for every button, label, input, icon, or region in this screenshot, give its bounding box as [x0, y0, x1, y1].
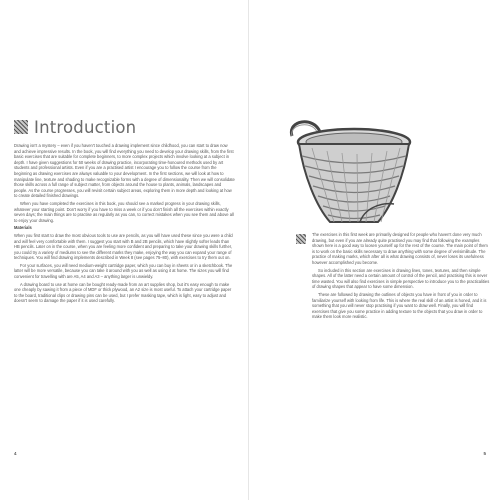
left-page — [0, 0, 249, 500]
week-paragraph-3: These are followed by drawing the outlines of objects you have in front of you in order to familiarize yourself with looking from life. This is where the real skill of an artist is honed, and it is something that you will never stop practising if you want to draw well. Finally, you will find exercises that give you some practice in adding texture to the objects that you draw in order to make them look more realistic. — [312, 291, 487, 320]
intro-paragraph-1: Drawing isn't a mystery – even if you haven't touched a drawing implement since childhood, you can start to draw now and achieve impressive results. In the book, you will find everything you need to develop your drawing skills, from the first basic exercises that are suitable for complete beginners, to more complex projects which involve looking at a subject in depth. I have given suggestions for 50 weeks of drawing practice, incorporating time-honoured methods used by art students and professional artists. Even if you are a practised artist I encourage you to follow the course from the beginning as drawing exercises are always valuable to your development. In the first sections, we will look at how to manipulate line, texture and shading to make recognizable forms with a degree of dimensionality. Then we will consolidate those skills across a full range of subject matter, from objects around the house to plants, animals, landscapes and people. As the course progresses, you will revisit certain subject areas, exploring them in more depth and looking at how to create detailed finished drawings. — [14, 143, 235, 199]
materials-paragraph-3: A drawing board to use at home can be bought ready-made from an art supplies shop, but it's easy enough to make one cheaply by sawing it from a piece of MDF or thick plywood, an A2 size is most useful. To attach your cartridge paper to the board, traditional clips or drawing pins can be used, but I prefer masking tape, which is light, easy to adjust and doesn't seem to damage the paper if it is used carefully. — [14, 281, 232, 304]
intro-paragraph-2: When you have completed the exercises in this book, you should see a marked progress in your drawing skills, whatever your starting point. Don't worry if you have to miss a week or if you don't finish all the exercises within exactly seven days; the main things are to practise as regularly as you can, to correct mistakes when you see them and above all to enjoy your drawing. — [14, 200, 234, 223]
left-body-text — [14, 143, 235, 306]
page-number-right: 5 — [483, 451, 486, 456]
right-body-text — [312, 232, 490, 322]
heading-row — [14, 117, 136, 137]
page-number-left: 4 — [14, 451, 17, 456]
hatched-square-icon — [14, 120, 28, 134]
week-paragraph-1: The exercises in this first week are primarily designed for people who haven't done very much drawing, but even if you are already quite practised you may find that following the examples shown here is a good way to loosen yourself up for the rest of the course. The main point of them is to work on the basic skills necessary to draw anything with some degree of verisimilitude. The practice of making marks, which after all is what drawing consists of, never loses its usefulness however accomplished you become. — [312, 232, 488, 265]
materials-paragraph-1: When you first start to draw the most obvious tools to use are pencils, as you will have used these since you were a child and will feel very comfortable with them. I suggest you start with B and 2B pencils, which have slightly softer leads than HB pencils. Later on in the course, when you are feeling more confident and preparing to take your drawing skills further, you could try a variety of mediums to see the different marks they make, enjoying the way you can expand your range of techniques. You will find drawing implements described in Week 8 (see pages 75–80), with exercises to try them out on. — [14, 232, 233, 261]
week-paragraph-2: So included in this section are exercises in drawing lines, tones, textures, and then simple shapes. All of the latter need a certain amount of control of the pencil, and practising this is never time wasted. You will also find exercises in simple perspective to introduce you to the practicalities of drawing shapes that appear to have some dimension. — [312, 267, 490, 290]
materials-paragraph-2: For your surfaces, you will need medium-weight cartridge paper, which you can buy in sheets or in a sketchbook. The latter will be more versatile, because you can take it around with you as well as using it at home. The sizes you will find convenient for travelling with are A5, A4 and A3 – anything larger is unwieldy. — [14, 262, 233, 280]
materials-heading: Materials — [14, 225, 32, 231]
basket-drawing — [282, 118, 422, 233]
hatched-square-icon — [296, 234, 306, 244]
page-title: Introduction — [34, 117, 137, 137]
right-body — [296, 232, 490, 322]
